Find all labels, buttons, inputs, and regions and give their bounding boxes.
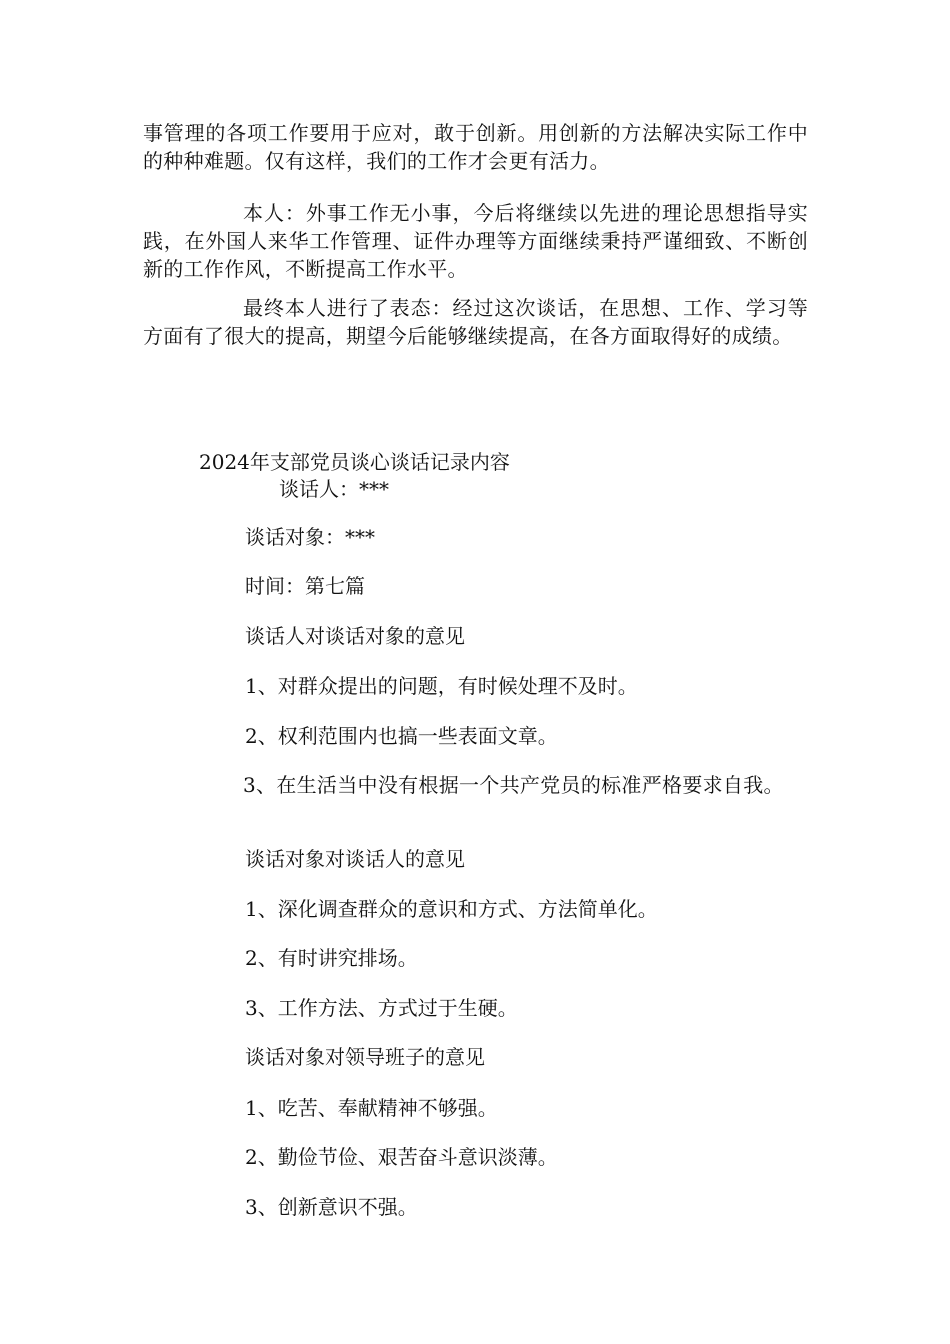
- list-item: 1、深化调查群众的意识和方式、方法简单化。: [245, 897, 658, 921]
- list-item: 2、有时讲究排场。: [245, 946, 418, 970]
- document-title: 2024年支部党员谈心谈话记录内容: [199, 450, 510, 474]
- section-heading-leadership-opinion: 谈话对象对领导班子的意见: [245, 1045, 485, 1069]
- section-heading-talker-opinion: 谈话人对谈话对象的意见: [245, 624, 465, 648]
- list-item: 2、权利范围内也搞一些表面文章。: [245, 724, 558, 748]
- list-item: 3、在生活当中没有根据一个共产党员的标准严格要求自我。: [243, 773, 784, 797]
- list-item: 2、勤俭节俭、艰苦奋斗意识淡薄。: [245, 1145, 558, 1169]
- target-line: 谈话对象：***: [245, 525, 375, 549]
- paragraph-final-statement: 最终本人进行了表态：经过这次谈话，在思想、工作、学习等方面有了很大的提高，期望今后能够继续提高，在各方面取得好的成绩。: [143, 296, 808, 348]
- section-heading-target-opinion: 谈话对象对谈话人的意见: [245, 847, 465, 871]
- list-item: 3、创新意识不强。: [245, 1195, 418, 1219]
- list-item: 1、吃苦、奉献精神不够强。: [245, 1096, 498, 1120]
- paragraph-self-statement: 本人：外事工作无小事，今后将继续以先进的理论思想指导实践，在外国人来华工作管理、证件办理等方面继续秉持严谨细致、不断创新的工作作风，不断提高工作水平。: [143, 201, 808, 281]
- list-item: 1、对群众提出的问题，有时候处理不及时。: [245, 674, 638, 698]
- talker-line: 谈话人：***: [279, 477, 389, 501]
- time-line: 时间：第七篇: [245, 574, 365, 598]
- paragraph-foreign-affairs-innovation: 事管理的各项工作要用于应对，敢于创新。用创新的方法解决实际工作中的种种难题。仅有这样，我们的工作才会更有活力。: [143, 121, 808, 173]
- list-item: 3、工作方法、方式过于生硬。: [245, 996, 518, 1020]
